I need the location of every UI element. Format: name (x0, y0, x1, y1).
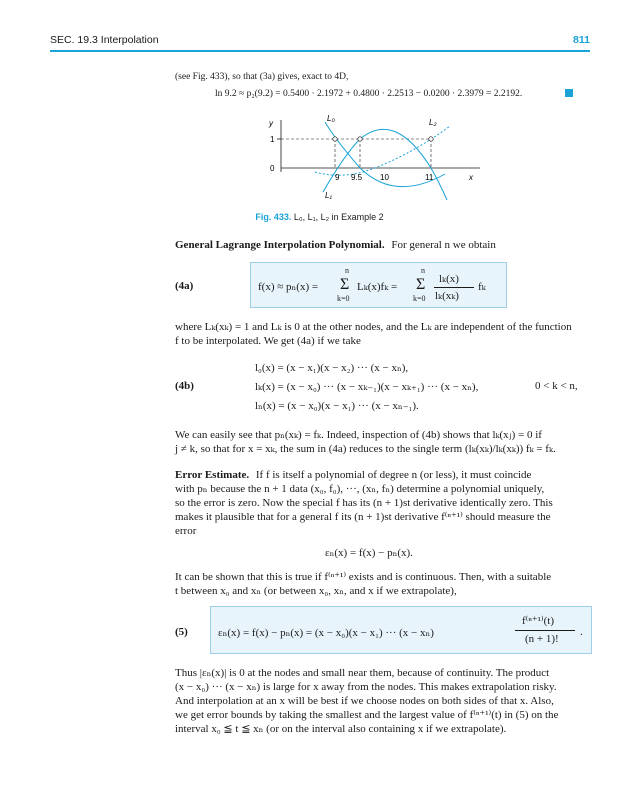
figure-caption (0, 212, 639, 222)
eq-4a-tail: fₖ (478, 281, 486, 293)
error-line-3: so the error is zero. Now the special f has its (n + 1)st derivative identically zero. This (175, 497, 553, 509)
error-line-6: It can be shown that this is true if f⁽ⁿ⁺¹⁾ exists and is continuous. Then, with a suitable (175, 571, 552, 583)
figure-433 (255, 112, 495, 204)
eq-4b-condition: 0 < k < n, (535, 380, 578, 392)
label-L1: L₁ (325, 191, 332, 200)
conclusion-line-3: And interpolation at an x will be best if we choose nodes on both sides of that x. Also, (175, 695, 554, 707)
x-tick-label-10: 10 (380, 173, 389, 182)
x-axis-label: x (469, 173, 473, 182)
para-4: j ≠ k, so that for x = xₖ, the sum in (4a) reduces to the single term (lₖ(xₖ)/lₖ(xₖ)) fₖ = fₖ. (175, 443, 556, 455)
page-number: 811 (573, 34, 590, 46)
y-axis-label: y (269, 119, 273, 128)
end-of-example-square (565, 89, 573, 97)
eq-4b-line-2: lₖ(x) = (x − x₀) ··· (x − xₖ₋₁)(x − xₖ₊₁) ··· (x − xₙ), (255, 381, 479, 393)
figure-caption-text: L₀, L₁, L₂ in Example 2 (293, 212, 384, 222)
eq-5-period: . (580, 626, 583, 638)
y-tick-label-1: 1 (270, 135, 275, 144)
intro-line: (see Fig. 433), so that (3a) gives, exact to 4D, (175, 72, 349, 82)
eq-4a-sum1-top: n (345, 266, 349, 275)
eq-5-den: (n + 1)! (525, 633, 559, 645)
eq-4a-sum2-bottom: k=0 (413, 294, 426, 303)
eq-5-main: εₙ(x) = f(x) − pₙ(x) = (x − x₀)(x − x₁) ··· (x − xₙ) (218, 627, 434, 639)
eq-label-5: (5) (175, 626, 188, 638)
conclusion-line-1: Thus |εₙ(x)| is 0 at the nodes and small near them, because of continuity. The product (175, 667, 550, 679)
error-definition-eq: εₙ(x) = f(x) − pₙ(x). (325, 547, 413, 559)
eq-4a-lhs: f(x) ≈ pₙ(x) = (258, 281, 319, 293)
heading-lagrange-rest: For general n we obtain (391, 239, 496, 251)
eq-4a-sigma-2: Σ (416, 276, 426, 293)
eq-4a-sum1-bottom: k=0 (337, 294, 350, 303)
x-tick-label-11: 11 (425, 173, 434, 182)
section-title: SEC. 19.3 Interpolation (50, 34, 159, 46)
error-line-4: makes it plausible that for a general f its (n + 1)st derivative f⁽ⁿ⁺¹⁾ should measure the (175, 511, 551, 523)
section-heading-lagrange (175, 238, 496, 252)
eq-4a-sum2-top: n (421, 266, 425, 275)
label-L2: L₂ (429, 118, 437, 127)
eq-4a-frac-num: lₖ(x) (439, 273, 459, 285)
eq-4b-line-3: lₙ(x) = (x − x₀)(x − x₁) ··· (x − xₙ₋₁). (255, 400, 419, 412)
node-marker-2 (358, 137, 362, 141)
eq-4a-term: Lₖ(x)fₖ = (357, 281, 398, 293)
x-tick-label-9.5: 9.5 (351, 173, 363, 182)
y-tick-label-0: 0 (270, 164, 275, 173)
eq-5-num: f⁽ⁿ⁺¹⁾(t) (522, 615, 555, 627)
conclusion-line-2: (x − x₀) ··· (x − xₙ) is large for x away from the nodes. This makes extrapolation risky. (175, 681, 557, 693)
para-3: We can easily see that pₙ(xₖ) = fₖ. Indeed, inspection of (4b) shows that lₖ(xⱼ) = 0 if (175, 429, 542, 441)
para-2: f to be interpolated. We get (4a) if we take (175, 335, 361, 347)
ln-equation: ln 9.2 ≈ p₂(9.2) = 0.5400 · 2.1972 + 0.4800 · 2.2513 − 0.0200 · 2.3979 = 2.2192. (215, 89, 523, 99)
error-line-2: with pₙ because the n + 1 data (x₀, f₀), ···, (xₙ, fₙ) determine a polynomial uniquely, (175, 483, 545, 495)
eq-4a-frac-den: lₖ(xₖ) (435, 290, 459, 302)
x-tick-label-9: 9 (335, 173, 340, 182)
node-marker-3 (429, 137, 433, 141)
eq-4a-frac-bar (434, 287, 474, 288)
error-line-5: error (175, 525, 197, 537)
heading-lagrange: General Lagrange Interpolation Polynomial. (175, 239, 385, 251)
eq-4b-line-1: l₀(x) = (x − x₁)(x − x₂) ··· (x − xₙ), (255, 362, 409, 374)
error-line-1-text: If f is itself a polynomial of degree n (or less), it must coincide (255, 469, 532, 481)
header-rule (50, 50, 590, 52)
error-line-7: t between x₀ and xₙ (or between x₀, xₙ, and x if we extrapolate), (175, 585, 457, 597)
conclusion-line-5: interval x₀ ≦ t ≦ xₙ (or on the interval also containing x if we extrapolate). (175, 723, 507, 735)
conclusion-line-4: we get error bounds by taking the smallest and the largest value of f⁽ⁿ⁺¹⁾(t) in (5) on the (175, 709, 559, 721)
error-line-1 (175, 468, 531, 482)
para-1: where Lₖ(xₖ) = 1 and Lₖ is 0 at the other nodes, and the Lₖ are independent of the function (175, 321, 572, 333)
figure-number: Fig. 433. (255, 212, 292, 222)
eq-label-4a: (4a) (175, 280, 194, 292)
eq-label-4b: (4b) (175, 380, 194, 392)
curve-L1 (323, 129, 447, 200)
eq-5-frac-bar (515, 630, 575, 631)
node-marker-1 (333, 137, 337, 141)
running-header (50, 28, 590, 54)
eq-4a-sigma-1: Σ (340, 276, 350, 293)
heading-error-estimate: Error Estimate. (175, 469, 250, 481)
label-L0: L₀ (327, 114, 335, 123)
